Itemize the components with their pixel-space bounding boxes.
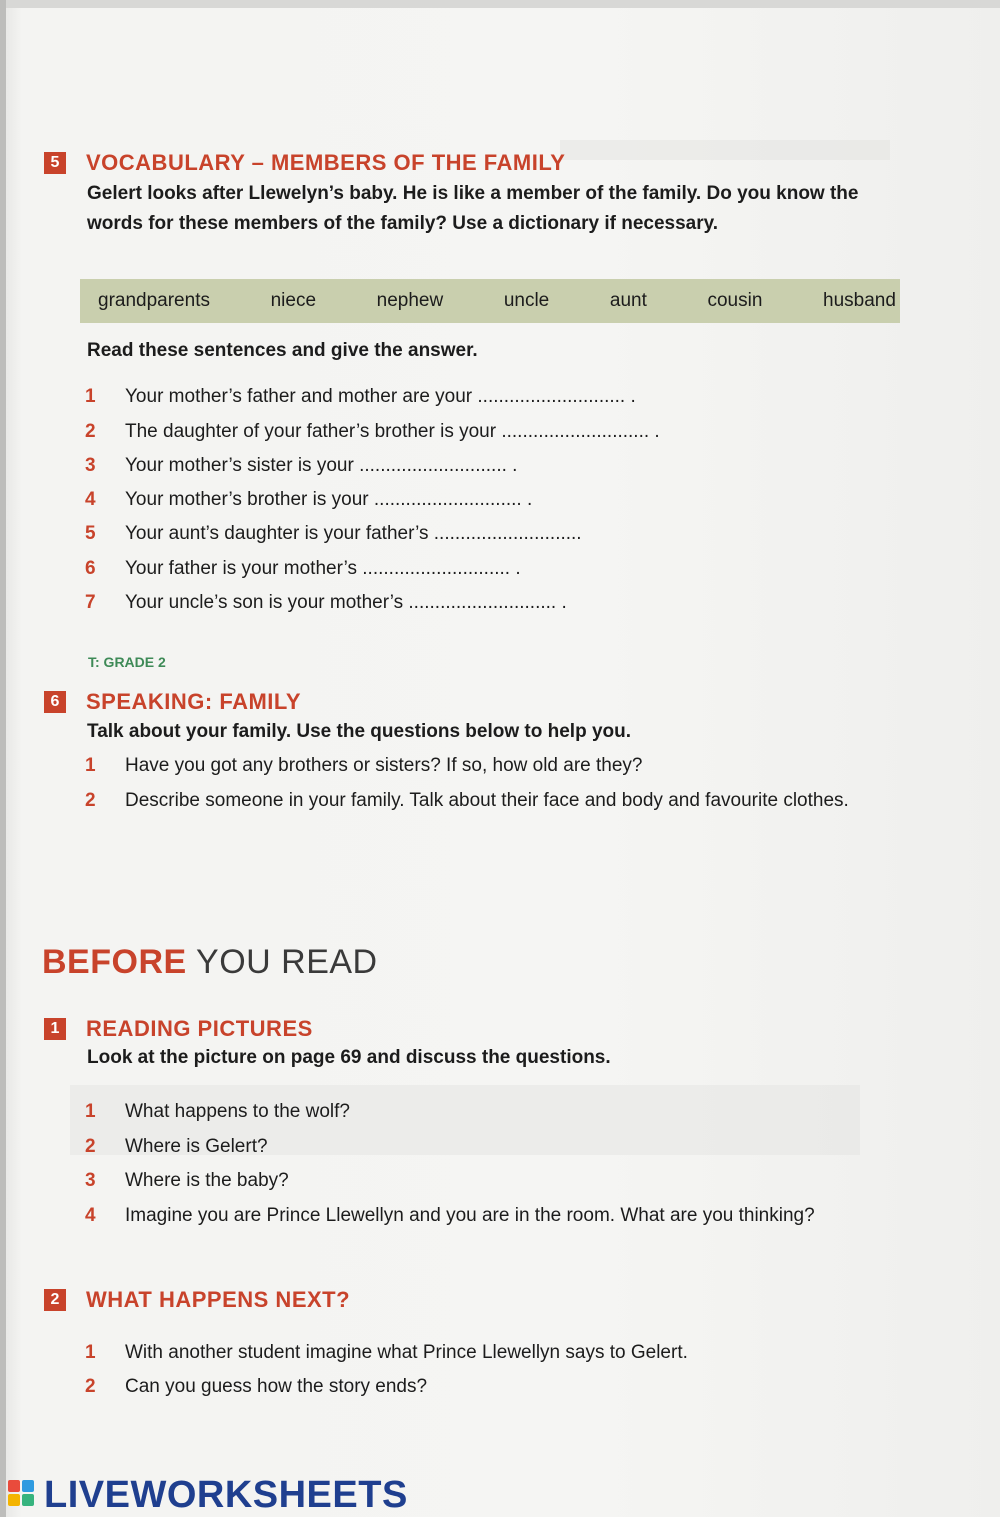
section-title: READING PICTURES [86, 1016, 313, 1041]
question-number: 1 [85, 1101, 96, 1122]
question-number: 6 [85, 558, 96, 579]
question-number: 1 [85, 755, 96, 776]
word-item: grandparents [98, 290, 210, 311]
question-item[interactable] [85, 452, 915, 479]
word-item: nephew [376, 290, 444, 311]
question-number: 3 [85, 455, 96, 476]
what-happens-next-header [44, 1287, 350, 1313]
question-item[interactable] [85, 1167, 915, 1194]
question-number: 5 [85, 523, 96, 544]
liveworksheets-footer[interactable] [8, 1474, 408, 1517]
word-item: husband [823, 290, 896, 311]
question-item[interactable] [85, 752, 915, 779]
question-item[interactable] [85, 520, 915, 547]
section-number-badge: 2 [44, 1289, 66, 1311]
question-number: 4 [85, 1205, 96, 1226]
question-item[interactable] [85, 787, 915, 814]
liveworksheets-logo-icon [8, 1478, 38, 1514]
question-item[interactable] [85, 1133, 915, 1160]
question-item[interactable] [85, 589, 915, 616]
heading-part: BEFORE [42, 943, 187, 981]
question-text: What happens to the wolf? [125, 1101, 350, 1122]
section-title: SPEAKING: FAMILY [86, 689, 301, 714]
question-number: 4 [85, 489, 96, 510]
section-6-header [44, 689, 301, 715]
word-item: uncle [503, 290, 550, 311]
word-item: aunt [609, 290, 647, 311]
question-item[interactable] [85, 486, 915, 513]
question-text: Describe someone in your family. Talk about their face and body and favourite clothes. [125, 790, 849, 811]
section-number-badge: 6 [44, 691, 66, 713]
question-text: Imagine you are Prince Llewellyn and you are in the room. What are you thinking? [125, 1205, 815, 1226]
scan-top-edge [0, 0, 1000, 8]
question-number: 2 [85, 1136, 96, 1157]
question-item[interactable] [85, 1202, 915, 1229]
question-number: 1 [85, 386, 96, 407]
section-title: VOCABULARY – MEMBERS OF THE FAMILY [86, 150, 566, 175]
question-text: Your aunt’s daughter is your father’s ............................ [125, 523, 582, 544]
question-text: Have you got any brothers or sisters? If so, how old are they? [125, 755, 643, 776]
book-spine [0, 0, 6, 1517]
grade-label: T: GRADE 2 [88, 654, 166, 670]
before-you-read-heading [42, 943, 378, 982]
question-text: Where is Gelert? [125, 1136, 268, 1157]
heading-part: YOU READ [186, 943, 378, 981]
question-item[interactable] [85, 1098, 915, 1125]
question-number: 3 [85, 1170, 96, 1191]
section-6-instruction: Talk about your family. Use the questions below to help you. [87, 721, 632, 742]
question-number: 2 [85, 1376, 96, 1397]
question-number: 1 [85, 1342, 96, 1363]
question-number: 2 [85, 421, 96, 442]
section-5-instruction: Gelert looks after Llewelyn’s baby. He is like a member of the family. Do you know the words for these members of the family? Use a dictionary if necessary. [87, 183, 859, 234]
question-text: Your father is your mother’s ............................ . [125, 558, 521, 579]
question-number: 2 [85, 790, 96, 811]
question-text: Can you guess how the story ends? [125, 1376, 428, 1397]
sub-instruction: Read these sentences and give the answer. [87, 340, 478, 361]
bleed-through-shade [560, 140, 890, 160]
section-title: WHAT HAPPENS NEXT? [86, 1287, 351, 1312]
question-text: Your mother’s brother is your ............................ . [125, 489, 533, 510]
question-item[interactable] [85, 1373, 915, 1400]
question-text: With another student imagine what Prince Llewellyn says to Gelert. [125, 1342, 688, 1363]
question-text: Your mother’s sister is your ............................ . [125, 455, 518, 476]
word-item: cousin [707, 290, 763, 311]
section-number-badge: 5 [44, 152, 66, 174]
question-item[interactable] [85, 383, 915, 410]
section-number-badge: 1 [44, 1018, 66, 1040]
question-text: Your mother’s father and mother are your ............................ . [125, 386, 636, 407]
question-item[interactable] [85, 1339, 915, 1366]
reading-instruction: Look at the picture on page 69 and discuss the questions. [87, 1047, 611, 1068]
reading-pictures-header [44, 1016, 313, 1042]
question-number: 7 [85, 592, 96, 613]
word-item: niece [270, 290, 317, 311]
question-text: The daughter of your father’s brother is your ............................ . [125, 421, 660, 442]
question-item[interactable] [85, 555, 915, 582]
question-text: Your uncle’s son is your mother’s ............................ . [125, 592, 567, 613]
liveworksheets-brand: LIVEWORKSHEETS [44, 1474, 408, 1516]
section-5-header [44, 150, 565, 176]
question-text: Where is the baby? [125, 1170, 289, 1191]
word-box [80, 279, 900, 323]
question-item[interactable] [85, 418, 915, 445]
